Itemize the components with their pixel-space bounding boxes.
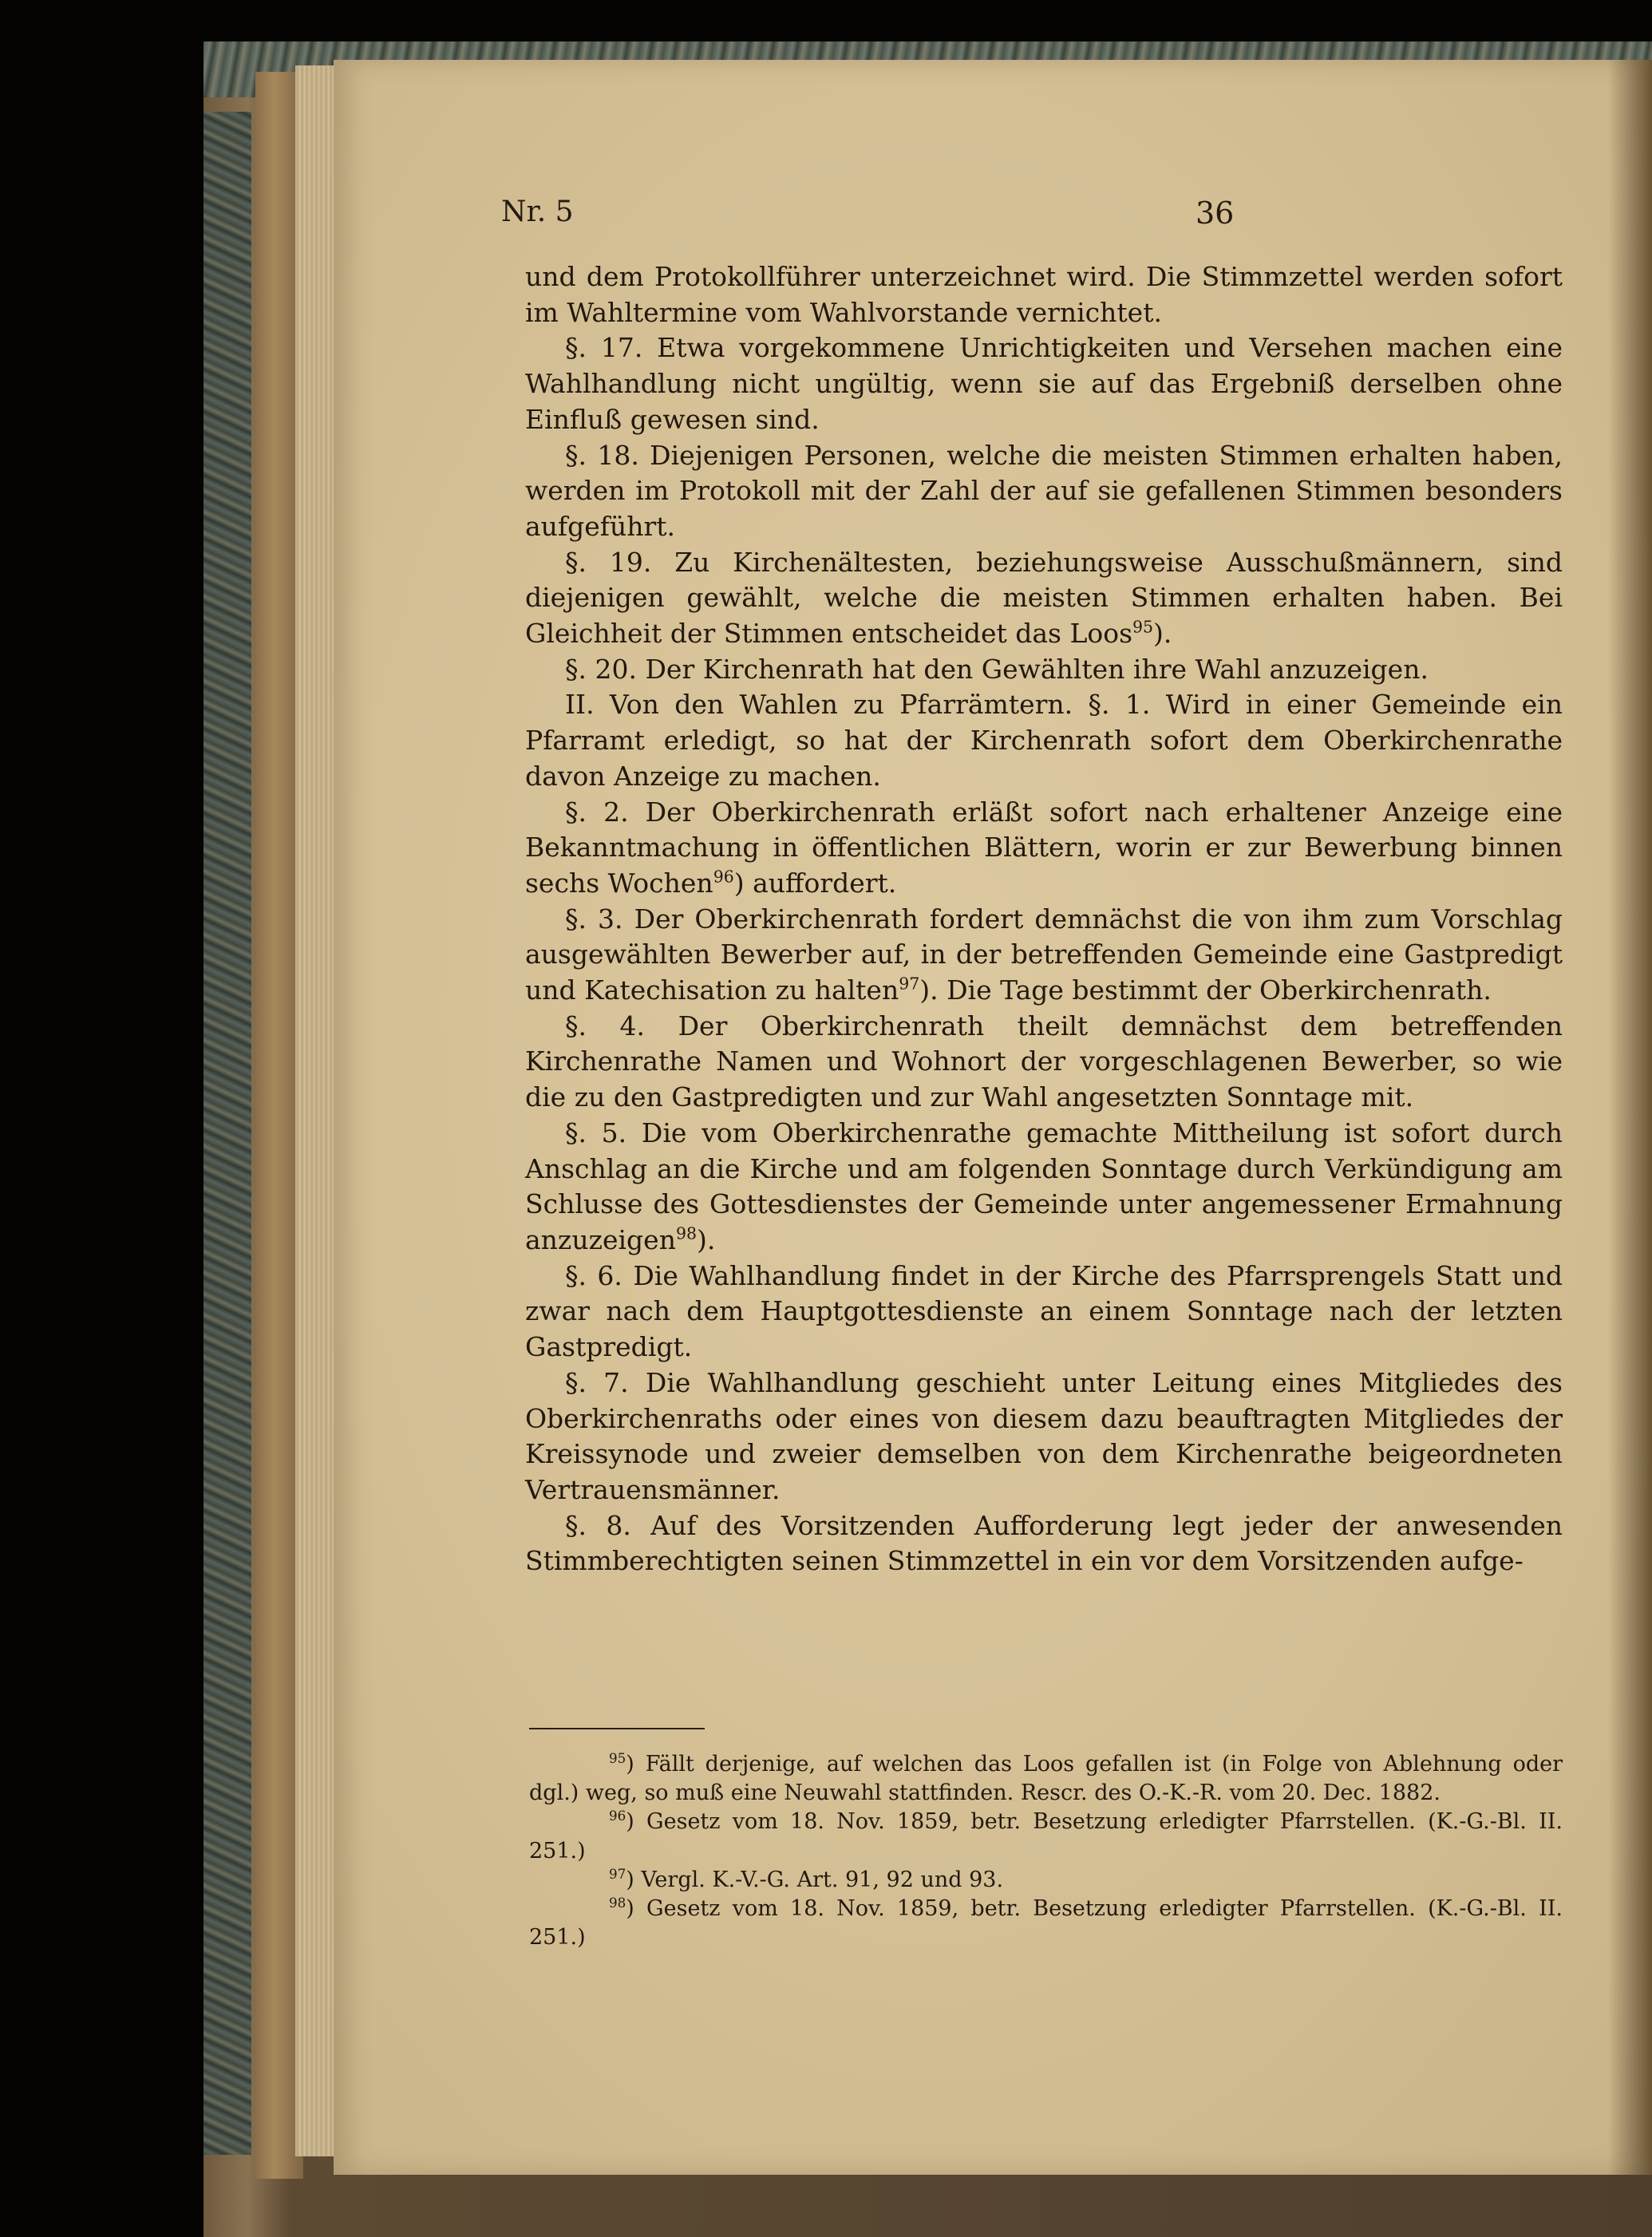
paragraph: §. 17. Etwa vorgekommene Unrichtigkeiten und Versehen machen eine Wahlhandlung nicht ungültig, wenn sie auf das Ergebniß derselben ohne Einfluß gewesen sind. [525,332,1563,435]
paragraph: §. 5. Die vom Oberkirchenrathe gemachte Mittheilung ist sofort durch Anschlag an die Kirche und am folgenden Sonntage durch Verkündigung am Schlusse des Gottesdienstes der Gemeinde unter angemessener Ermahnung anzuzeigen$^{98}$). [525,1117,1563,1255]
book-page [334,60,1652,2175]
footnote-number: 96 [609,1808,626,1824]
footnote-ref: 96 [713,867,734,887]
paragraph: §. 3. Der Oberkirchenrath fordert demnächst die von ihm zum Vorschlag ausgewählten Bewerber auf, in der betreffenden Gemeinde eine Gastpredigt und Katechisation zu halten$^{97}$). Die Tage bestimmt der Oberkirchenrath. [525,903,1563,1006]
footnote-ref: 98 [675,1223,697,1243]
paragraph: §. 7. Die Wahlhandlung geschieht unter Leitung eines Mitgliedes des Oberkirchenraths oder eines von diesem dazu beauftragten Mitgliedes der Kreissynode und zweier demselben von dem Kirchenrathe beigeordneten Vertrauensmänner. [525,1366,1563,1505]
paragraph: §. 19. Zu Kirchenältesten, beziehungsweise Ausschußmännern, sind diejenigen gewählt, welche die meisten Stimmen erhalten haben. Bei Gleichheit der Stimmen entscheidet das Loos$^{95}$). [525,546,1563,650]
paragraph: §. 8. Auf des Vorsitzenden Aufforderung legt jeder der anwesenden Stimmberechtigten seinen Stimmzettel in ein vor dem Vorsitzenden aufge- [525,1509,1563,1577]
footnote: $^{96}$) Gesetz vom 18. Nov. 1859, betr. Besetzung erledigter Pfarrstellen. (K.-G.-Bl. II. 251.) [529,1808,1563,1864]
footnote-ref: 95 [1132,617,1154,637]
paragraph: §. 20. Der Kirchenrath hat den Gewählten ihre Wahl anzuzeigen. [565,653,1429,685]
footnote-number: 98 [609,1894,626,1911]
running-header [501,196,1539,243]
main-text [525,259,1563,1579]
paragraph: und dem Protokollführer unterzeichnet wird. Die Stimmzettel werden sofort im Wahltermine vom Wahlvorstande vernichtet. [525,261,1563,328]
footnote: $^{98}$) Gesetz vom 18. Nov. 1859, betr. Besetzung erledigter Pfarrstellen. (K.-G.-Bl. II. 251.) [529,1894,1563,1950]
footnote: $^{97}$) Vergl. K.-V.-G. Art. 91, 92 und 93. [609,1865,1004,1892]
footnotes [529,1750,1563,1952]
paragraph: §. 18. Diejenigen Personen, welche die meisten Stimmen erhalten haben, werden im Protokoll mit der Zahl der auf sie gefallenen Stimmen besonders aufgeführt. [525,439,1563,542]
issue-number: Nr. 5 [501,196,574,228]
footnote-number: 95 [609,1749,626,1766]
page-gutter [1608,60,1652,2175]
paragraph: II. Von den Wahlen zu Pfarrämtern. §. 1. Wird in einer Gemeinde ein Pfarramt erledigt, so hat der Kirchenrath sofort dem Oberkirchenrathe davon Anzeige zu machen. [525,689,1563,792]
paragraph: §. 2. Der Oberkirchenrath erläßt sofort nach erhaltener Anzeige eine Bekanntmachung in öffentlichen Blättern, worin er zur Bewerbung binnen sechs Wochen$^{96}$) auffordert. [525,796,1563,899]
footnote: $^{95}$) Fällt derjenige, auf welchen das Loos gefallen ist (in Folge von Ablehnung oder dgl.) weg, so muß eine Neuwahl stattfinden. Rescr. des O.-K.-R. vom 20. Dec. 1882. [529,1749,1563,1806]
marbled-cover-edge [204,112,251,2155]
paragraph: §. 6. Die Wahlhandlung findet in der Kirche des Pfarrsprengels Statt und zwar nach dem Hauptgottesdienste an einem Sonntage nach der letzten Gastpredigt. [525,1259,1563,1363]
footnote-number: 97 [609,1865,626,1882]
footnote-divider [529,1728,705,1729]
page-number: 36 [1196,196,1235,231]
paragraph: §. 4. Der Oberkirchenrath theilt demnächst dem betreffenden Kirchenrathe Namen und Wohnort der vorgeschlagenen Bewerber, so wie die zu den Gastpredigten und zur Wahl angesetzten Sonntage mit. [525,1010,1563,1113]
footnote-ref: 97 [899,974,920,994]
